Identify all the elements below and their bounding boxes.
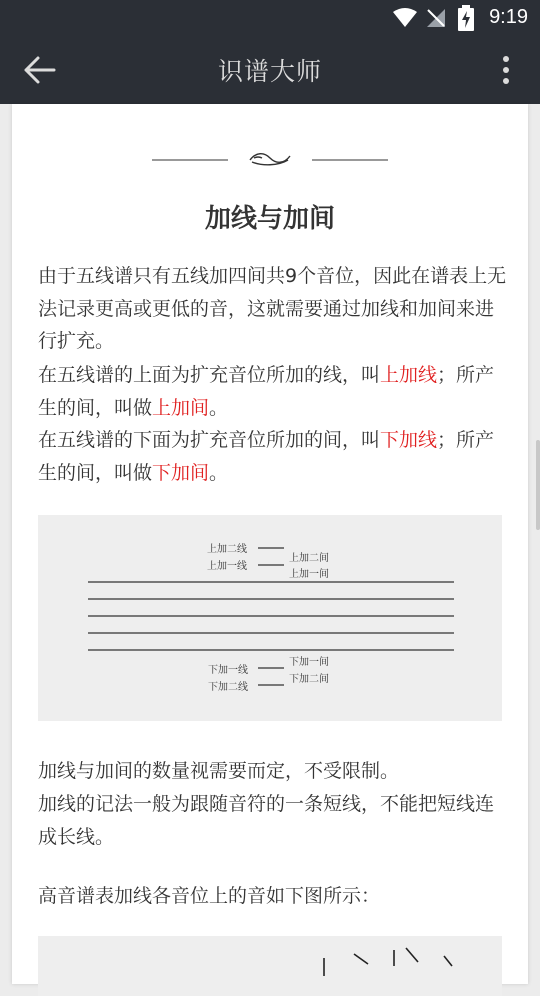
label-lower-space-2: 下加二间 (289, 674, 329, 685)
status-time: 9:19 (489, 6, 528, 28)
staff-diagram (38, 515, 502, 721)
label-upper-line-1: 上加一线 (207, 561, 247, 572)
label-lower-line-1: 下加一线 (208, 665, 248, 676)
text-segment: 在五线谱的上面为扩充音位所加的线，叫 (38, 364, 381, 386)
signal-off-icon (426, 8, 446, 28)
ledger-lines-diagram (38, 515, 502, 721)
text-segment: 。 (209, 461, 229, 484)
label-lower-line-2: 下加二线 (208, 682, 248, 693)
quantity-paragraph: 加线与加间的数量视需要而定，不受限制。 (38, 760, 400, 782)
section-heading: 加线与加间 (204, 204, 335, 234)
article-card (12, 104, 528, 984)
battery-charging-icon (458, 5, 474, 31)
label-upper-space-1: 上加一间 (289, 569, 329, 580)
notation-paragraph: 加线的记法一般为跟随音符的一条短线，不能把短线连成长线。 (38, 793, 495, 848)
label-upper-space-2: 上加二间 (289, 553, 329, 564)
status-bar (0, 0, 540, 36)
page-title: 识谱大师 (217, 57, 322, 86)
lower-ledger-paragraph (38, 424, 508, 489)
text-segment: 在五线谱的下面为扩充音位所加的间，叫 (38, 429, 381, 451)
label-upper-line-2: 上加二线 (207, 544, 247, 555)
upper-ledger-paragraph (38, 359, 508, 424)
term-upper-ledger-space: 上加间 (152, 396, 210, 419)
term-lower-ledger-line: 下加线 (380, 429, 438, 451)
wifi-icon (392, 8, 418, 28)
text-segment: ；所产生的间，叫做 (38, 364, 495, 419)
intro-paragraph: 由于五线谱只有五线加四间共9个音位，因此在谱表上无法记录更高或更低的音，这就需要通过加线和加间来进行扩充。 (38, 265, 507, 352)
text-segment: ；所产生的间，叫做 (38, 429, 495, 484)
decorative-flourish (152, 144, 392, 174)
label-lower-space-1: 下加一间 (289, 657, 329, 668)
treble-ledger-diagram (38, 936, 502, 996)
more-options-icon[interactable] (496, 54, 516, 86)
term-upper-ledger-line: 上加线 (380, 364, 438, 386)
term-lower-ledger-space: 下加间 (152, 461, 210, 484)
scrollbar-thumb[interactable] (536, 440, 540, 530)
treble-intro-paragraph: 高音谱表加线各音位上的音如下图所示： (38, 885, 381, 907)
app-bar (0, 36, 540, 104)
notes-preview (38, 936, 502, 996)
text-segment: 。 (209, 396, 229, 419)
